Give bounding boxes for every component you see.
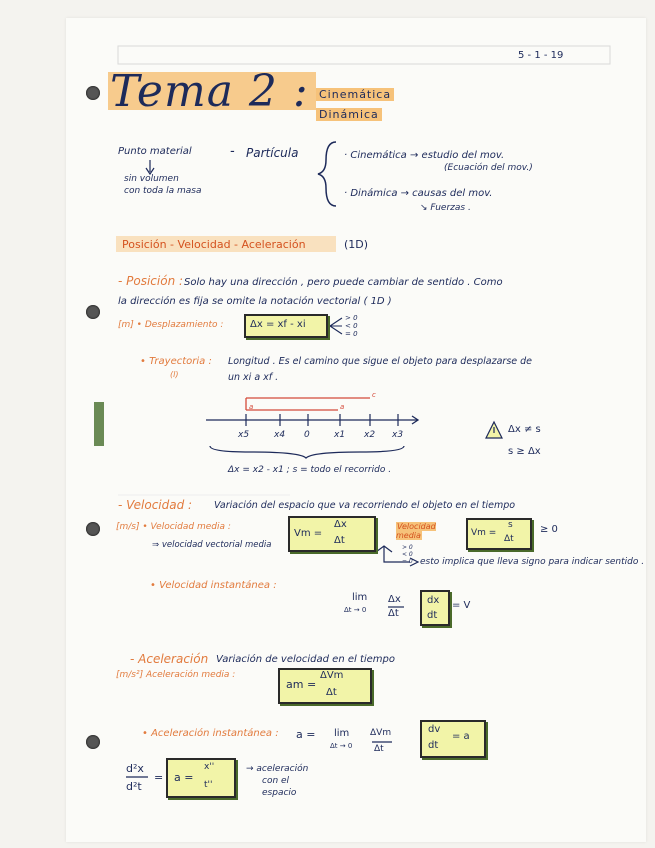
vi-den: Δt xyxy=(388,608,399,619)
sign-gt: > 0 xyxy=(345,314,358,322)
velocidad-vectorial-media: ⇒ velocidad vectorial media xyxy=(152,540,272,550)
aceleracion-espacio-box xyxy=(166,758,236,798)
vm2-den: Δt xyxy=(504,534,514,544)
posicion-label: - Posición : xyxy=(118,274,184,288)
d2x: d²x xyxy=(126,762,144,775)
axis-x5: x5 xyxy=(238,430,250,440)
ai-den: Δt xyxy=(374,744,384,754)
velocidad-text: Variación del espacio que va recorriendo el objeto en el tiempo xyxy=(214,500,516,511)
warning-line-1: Δx ≠ s xyxy=(508,424,541,435)
vm-den: Δt xyxy=(334,535,345,546)
vi-lim: lim xyxy=(352,592,368,603)
aceleracion-instantanea-label: • Aceleración instantánea : xyxy=(142,728,279,739)
axis-x3: x3 xyxy=(392,430,404,440)
d2t: d²t xyxy=(126,780,142,793)
ai-num: ΔVm xyxy=(370,728,392,738)
vm2-lhs: Vm = xyxy=(471,528,497,538)
ai-deriv-num: dv xyxy=(428,724,441,735)
trayectoria-num: (l) xyxy=(170,370,179,379)
cinematica-item: · Cinemática → estudio del mov. xyxy=(344,150,505,161)
vi-deriv-den: dt xyxy=(427,610,438,621)
aceleracion-label: - Aceleración xyxy=(130,652,209,666)
eq-sign: = xyxy=(154,771,164,784)
ecuacion-mov: (Ecuación del mov.) xyxy=(444,163,533,173)
vm2-sign: ≥ 0 xyxy=(540,524,558,535)
vm-sign-eq: = 0 xyxy=(402,558,413,565)
aceleracion-media-box xyxy=(278,668,372,704)
derivada-v-box xyxy=(420,590,450,626)
velocidad-media-label: [m/s] • Velocidad media : xyxy=(116,522,231,532)
vm-lhs: Vm = xyxy=(294,528,323,539)
section-title: Posición - Velocidad - Aceleración xyxy=(122,238,306,251)
vm-num: Δx xyxy=(334,519,347,530)
signo-sentido-note: esto implica que lleva signo para indicar sentido . xyxy=(420,557,645,567)
page-title: Tema 2 : xyxy=(110,66,309,117)
note-espacio: espacio xyxy=(262,788,297,798)
dash: - xyxy=(230,144,235,159)
am-num: ΔVm xyxy=(320,670,344,681)
ax-num: x'' xyxy=(204,762,215,772)
ax-lhs: a = xyxy=(174,771,194,784)
desplazamiento-box xyxy=(244,314,328,338)
particula: Partícula xyxy=(246,146,299,160)
vm2-num: s xyxy=(508,520,513,530)
vi-num: Δx xyxy=(388,594,401,605)
note-con-el: con el xyxy=(262,776,290,786)
punto-material: Punto material xyxy=(118,146,192,157)
derivada-a-box xyxy=(420,720,486,758)
sign-lt: < 0 xyxy=(345,322,358,330)
title-dinamica: Dinámica xyxy=(316,108,382,121)
vm-sign-lt: < 0 xyxy=(402,551,413,558)
desplazamiento-formula: Δx = xf - xi xyxy=(250,319,306,330)
velocidad-label: - Velocidad : xyxy=(118,498,193,512)
vm-sign-gt: > 0 xyxy=(402,544,413,551)
sign-eq: = 0 xyxy=(345,330,358,338)
posicion-text-2: la dirección es fija se omite la notación vectorial ( 1D ) xyxy=(118,296,392,307)
warning-line-2: s ≥ Δx xyxy=(508,446,541,457)
vi-v: = V xyxy=(452,600,471,611)
axis-0: 0 xyxy=(304,430,310,440)
seg-label-b: a xyxy=(340,403,345,411)
ai-a-end: = a xyxy=(452,731,470,742)
ai-lhs: a = xyxy=(296,728,316,741)
axis-x4: x4 xyxy=(274,430,286,440)
trayectoria-label: • Trayectoria : xyxy=(140,356,212,367)
seg-label-c: c xyxy=(372,391,376,399)
vi-lim-sub: Δt → 0 xyxy=(344,606,367,614)
date: 5 - 1 - 19 xyxy=(518,50,564,61)
ai-lim: lim xyxy=(334,728,350,739)
ai-lim-sub: Δt → 0 xyxy=(330,742,353,750)
am-den: Δt xyxy=(326,687,337,698)
trayectoria-text-1: Longitud . Es el camino que sigue el objeto para desplazarse de xyxy=(228,356,533,367)
trayectoria-text-2: un xi a xf . xyxy=(228,372,279,383)
dinamica-item: · Dinámica → causas del mov. xyxy=(344,188,493,199)
axis-x2: x2 xyxy=(364,430,376,440)
aceleracion-text: Variación de velocidad en el tiempo xyxy=(216,654,396,665)
aceleracion-media-label: [m/s²] Aceleración media : xyxy=(116,670,236,680)
axis-x1: x1 xyxy=(334,430,346,440)
seg-label-a: a xyxy=(249,403,254,411)
rapidez-box xyxy=(466,518,532,550)
title-cinematica: Cinemática xyxy=(316,88,394,101)
note-aceleracion: → aceleración xyxy=(246,764,309,774)
sin-volumen: sin volumen xyxy=(124,174,179,184)
am-lhs: am = xyxy=(286,678,317,691)
fuerzas: ↘ Fuerzas . xyxy=(420,203,471,213)
section-dim: (1D) xyxy=(344,238,369,251)
vi-deriv-num: dx xyxy=(427,595,440,606)
desplazamiento-label: [m] • Desplazamiento : xyxy=(118,320,224,330)
posicion-text-1: Solo hay una dirección , pero puede cambiar de sentido . Como xyxy=(184,277,503,288)
velocidad-media-box xyxy=(288,516,376,552)
con-toda-la-masa: con toda la masa xyxy=(124,186,202,196)
ax-den: t'' xyxy=(204,780,213,790)
rapidez: Velocidad media xyxy=(396,522,436,540)
ai-deriv-den: dt xyxy=(428,740,439,751)
velocidad-instantanea-label: • Velocidad instantánea : xyxy=(150,580,277,591)
brace-text: Δx = x2 - x1 ; s = todo el recorrido . xyxy=(228,465,392,475)
